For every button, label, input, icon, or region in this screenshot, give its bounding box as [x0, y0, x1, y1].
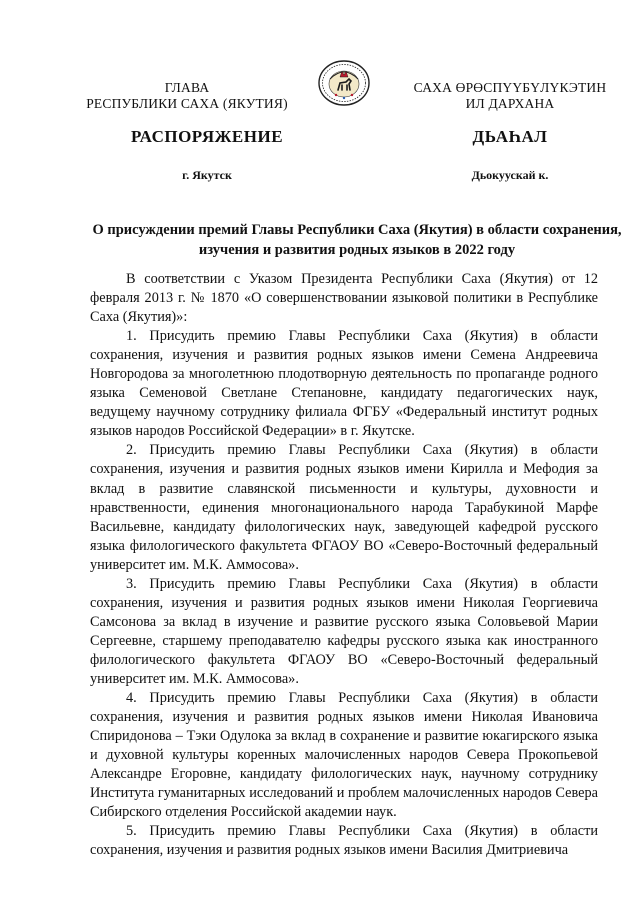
document-type-russian: РАСПОРЯЖЕНИЕ [130, 127, 284, 146]
place-russian: г. Якутск [182, 168, 232, 182]
issuer-line-1-sakha: САХА ӨРӨСПҮҮБҮЛҮКЭТИН [413, 80, 607, 95]
document-body [90, 270, 598, 860]
coat-of-arms-icon [316, 57, 372, 107]
item-4-paragraph: 4. Присудить премию Главы Республики Саха (Якутия) в области сохранения, изучения и развития родных языков имени Николая Ивановича Спиридонова – Тэки Одулока за вклад в сохранение и развитие юкагирского языка и духовной культуры коренных малочисленных народов Севера Прокопьевой Александре Егоровне, кандидату филологических наук, научному сотруднику Института гуманитарных исследований и проблем малочисленных народов Севера Сибирского отделения Российской академии наук. [90, 690, 598, 821]
item-1-paragraph: 1. Присудить премию Главы Республики Саха (Якутия) в области сохранения, изучения и развития родных языков имени Семена Андреевича Новгородова за многолетнюю плодотворную деятельность по пропаганде родного языка Семеновой Светлане Степановне, кандидату педагогических наук, ведущему научному сотруднику филиала ФГБУ «Федеральный институт родных языков народов Российской Федерации» в г. Якутске. [90, 328, 598, 440]
issuer-line-2: РЕСПУБЛИКИ САХА (ЯКУТИЯ) [86, 96, 288, 111]
item-3-paragraph: 3. Присудить премию Главы Республики Саха (Якутия) в области сохранения, изучения и развития родных языков имени Николая Георгиевича Самсонова за вклад в изучение и развитие русского языка Соловьевой Марии Сергеевне, старшему преподавателю кафедры русского языка как иностранного филологического факультета ФГАОУ ВО «Северо-Восточный федеральный университет им. М.К. Аммосова». [90, 575, 598, 687]
issuer-header-sakha [385, 80, 635, 112]
issuer-header-russian [62, 80, 312, 112]
preamble-paragraph: В соответствии с Указом Президента Республики Саха (Якутия) от 12 февраля 2013 г. № 1870 «О совершенствовании языковой политики в Республике Саха (Якутия)»: [90, 271, 598, 326]
item-2-paragraph: 2. Присудить премию Главы Республики Саха (Якутия) в области сохранения, изучения и развития родных языков имени Кирилла и Мефодия за вклад в развитие славянской письменности и культуры, духовности и нравственности, единения многонационального народа Тарабукиной Марфе Васильевне, кандидату филологических наук, заведующей кафедрой русского языка филологического факультета ФГАОУ ВО «Северо-Восточный федеральный университет им. М.К. Аммосова». [90, 442, 598, 573]
document-title: О присуждении премий Главы Республики Саха (Якутия) в области сохранения, изучения и развития родных языков в 2022 году [92, 222, 622, 258]
issuer-line-2-sakha: ИЛ ДАРХАНА [465, 96, 555, 111]
document-type-sakha: ДЬАҺАЛ [472, 127, 548, 146]
place-sakha: Дьокуускай к. [471, 168, 549, 182]
item-5-paragraph: 5. Присудить премию Главы Республики Саха (Якутия) в области сохранения, изучения и развития родных языков имени Василия Дмитриевича [90, 823, 598, 859]
issuer-line-1: ГЛАВА [164, 80, 210, 95]
